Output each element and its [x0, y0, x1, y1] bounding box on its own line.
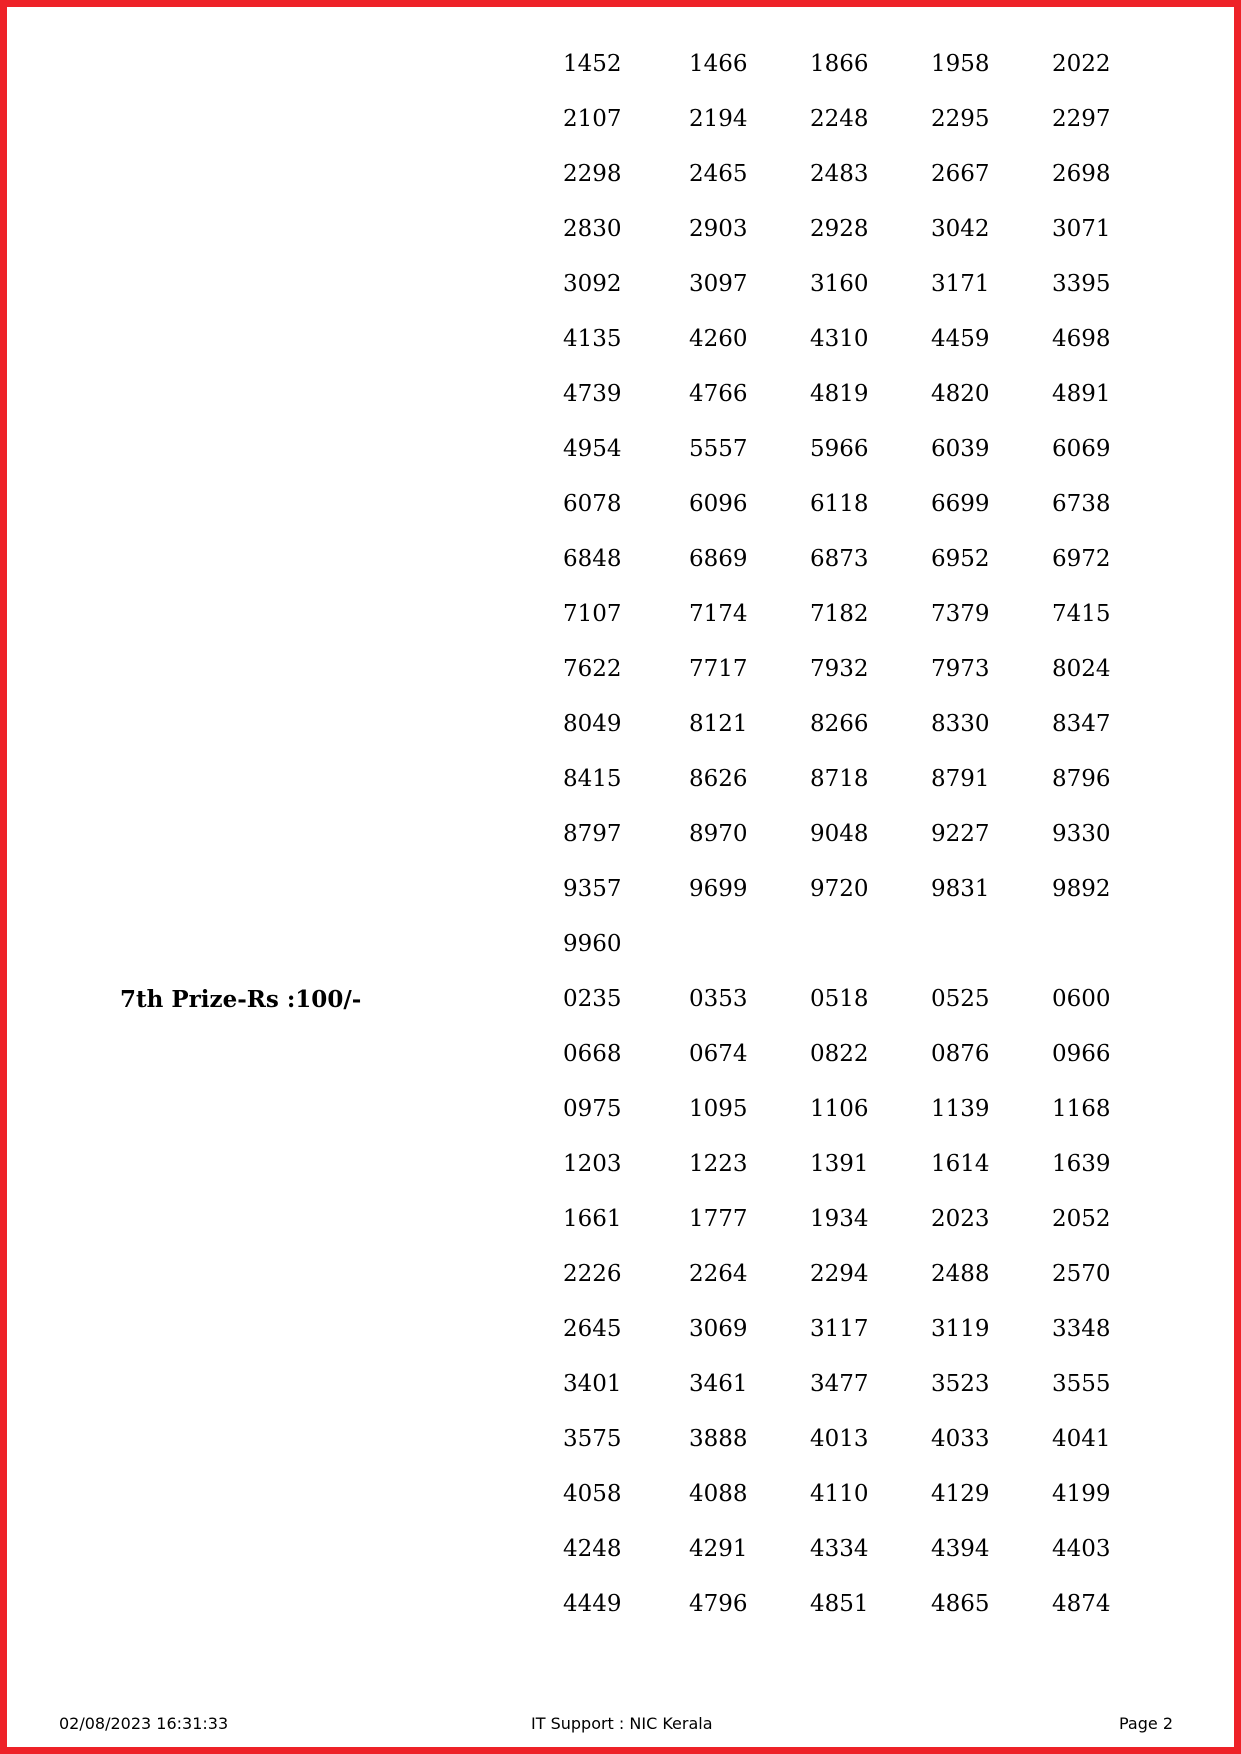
- ticket-number: 6869: [689, 546, 748, 572]
- ticket-number: 3461: [689, 1371, 748, 1397]
- ticket-number: 6699: [931, 491, 990, 517]
- ticket-number: 1223: [689, 1151, 748, 1177]
- ticket-number: 2226: [563, 1261, 622, 1287]
- ticket-number: 4796: [689, 1591, 748, 1617]
- ticket-number: 2298: [563, 161, 622, 187]
- ticket-number: 8797: [563, 821, 622, 847]
- table-row: [0, 1365, 1241, 1405]
- ticket-number: 1095: [689, 1096, 748, 1122]
- ticket-number: 2488: [931, 1261, 990, 1287]
- ticket-number: 2667: [931, 161, 990, 187]
- ticket-number: 3477: [810, 1371, 869, 1397]
- ticket-number: 7717: [689, 656, 748, 682]
- ticket-number: 5557: [689, 436, 748, 462]
- ticket-number: 6118: [810, 491, 869, 517]
- ticket-number: 3523: [931, 1371, 990, 1397]
- ticket-number: 2248: [810, 106, 869, 132]
- ticket-number: 9699: [689, 876, 748, 902]
- ticket-number: 2928: [810, 216, 869, 242]
- ticket-number: 6873: [810, 546, 869, 572]
- ticket-number: 6069: [1052, 436, 1111, 462]
- ticket-number: 4865: [931, 1591, 990, 1617]
- ticket-number: 4129: [931, 1481, 990, 1507]
- table-row: [0, 1035, 1241, 1075]
- ticket-number: 2830: [563, 216, 622, 242]
- ticket-number: 3575: [563, 1426, 622, 1452]
- ticket-number: 8024: [1052, 656, 1111, 682]
- table-row: [0, 1530, 1241, 1570]
- ticket-number: 0668: [563, 1041, 622, 1067]
- ticket-number: 0975: [563, 1096, 622, 1122]
- ticket-number: 1106: [810, 1096, 869, 1122]
- ticket-number: 7379: [931, 601, 990, 627]
- ticket-number: 2294: [810, 1261, 869, 1287]
- ticket-number: 4449: [563, 1591, 622, 1617]
- ticket-number: 8347: [1052, 711, 1111, 737]
- ticket-number: 3348: [1052, 1316, 1111, 1342]
- ticket-number: 2645: [563, 1316, 622, 1342]
- table-row: [0, 265, 1241, 305]
- ticket-number: 4199: [1052, 1481, 1111, 1507]
- ticket-number: 2698: [1052, 161, 1111, 187]
- ticket-number: 8415: [563, 766, 622, 792]
- ticket-number: 1866: [810, 51, 869, 77]
- ticket-number: 4874: [1052, 1591, 1111, 1617]
- table-row: [0, 705, 1241, 745]
- ticket-number: 2295: [931, 106, 990, 132]
- ticket-number: 8970: [689, 821, 748, 847]
- ticket-number: 4248: [563, 1536, 622, 1562]
- ticket-number: 1452: [563, 51, 622, 77]
- ticket-number: 4135: [563, 326, 622, 352]
- ticket-number: 1777: [689, 1206, 748, 1232]
- ticket-number: 9720: [810, 876, 869, 902]
- table-row: [0, 1475, 1241, 1515]
- ticket-number: 1391: [810, 1151, 869, 1177]
- table-row: [0, 1585, 1241, 1625]
- table-row: [0, 980, 1241, 1020]
- ticket-number: 1614: [931, 1151, 990, 1177]
- ticket-number: 4110: [810, 1481, 869, 1507]
- ticket-number: 6848: [563, 546, 622, 572]
- ticket-number: 1139: [931, 1096, 990, 1122]
- ticket-number: 4291: [689, 1536, 748, 1562]
- table-row: [0, 1200, 1241, 1240]
- ticket-number: 2483: [810, 161, 869, 187]
- table-row: [0, 815, 1241, 855]
- ticket-number: 4851: [810, 1591, 869, 1617]
- footer-page-number: Page 2: [1119, 1714, 1173, 1733]
- ticket-number: 0600: [1052, 986, 1111, 1012]
- ticket-number: 3171: [931, 271, 990, 297]
- ticket-number: 2264: [689, 1261, 748, 1287]
- ticket-number: 3097: [689, 271, 748, 297]
- ticket-number: 4819: [810, 381, 869, 407]
- ticket-number: 4033: [931, 1426, 990, 1452]
- table-row: [0, 320, 1241, 360]
- ticket-number: 9960: [563, 931, 622, 957]
- table-row: [0, 1255, 1241, 1295]
- ticket-number: 9227: [931, 821, 990, 847]
- ticket-number: 0674: [689, 1041, 748, 1067]
- ticket-number: 4088: [689, 1481, 748, 1507]
- ticket-number: 7932: [810, 656, 869, 682]
- ticket-number: 0525: [931, 986, 990, 1012]
- ticket-number: 1958: [931, 51, 990, 77]
- ticket-number: 6078: [563, 491, 622, 517]
- table-row: [0, 485, 1241, 525]
- ticket-number: 6972: [1052, 546, 1111, 572]
- ticket-number: 4739: [563, 381, 622, 407]
- table-row: [0, 210, 1241, 250]
- ticket-number: 1168: [1052, 1096, 1111, 1122]
- ticket-number: 3071: [1052, 216, 1111, 242]
- table-row: [0, 925, 1241, 965]
- ticket-number: 4310: [810, 326, 869, 352]
- ticket-number: 8626: [689, 766, 748, 792]
- ticket-number: 1661: [563, 1206, 622, 1232]
- table-row: [0, 430, 1241, 470]
- ticket-number: 4403: [1052, 1536, 1111, 1562]
- footer-support: IT Support : NIC Kerala: [531, 1714, 713, 1733]
- ticket-number: 6952: [931, 546, 990, 572]
- ticket-number: 2465: [689, 161, 748, 187]
- ticket-number: 2023: [931, 1206, 990, 1232]
- ticket-number: 4954: [563, 436, 622, 462]
- table-row: [0, 1090, 1241, 1130]
- ticket-number: 9892: [1052, 876, 1111, 902]
- ticket-number: 2022: [1052, 51, 1111, 77]
- ticket-number: 2107: [563, 106, 622, 132]
- ticket-number: 3119: [931, 1316, 990, 1342]
- ticket-number: 0353: [689, 986, 748, 1012]
- ticket-number: 7182: [810, 601, 869, 627]
- ticket-number: 4394: [931, 1536, 990, 1562]
- table-row: [0, 100, 1241, 140]
- ticket-number: 6039: [931, 436, 990, 462]
- ticket-number: 1639: [1052, 1151, 1111, 1177]
- ticket-number: 4891: [1052, 381, 1111, 407]
- ticket-number: 2903: [689, 216, 748, 242]
- table-row: [0, 870, 1241, 910]
- ticket-number: 0876: [931, 1041, 990, 1067]
- ticket-number: 8049: [563, 711, 622, 737]
- ticket-number: 3555: [1052, 1371, 1111, 1397]
- table-row: [0, 650, 1241, 690]
- ticket-number: 2194: [689, 106, 748, 132]
- ticket-number: 3401: [563, 1371, 622, 1397]
- ticket-number: 3092: [563, 271, 622, 297]
- ticket-number: 8266: [810, 711, 869, 737]
- ticket-number: 4041: [1052, 1426, 1111, 1452]
- ticket-number: 4013: [810, 1426, 869, 1452]
- ticket-number: 4260: [689, 326, 748, 352]
- ticket-number: 9330: [1052, 821, 1111, 847]
- ticket-number: 4459: [931, 326, 990, 352]
- ticket-number: 6738: [1052, 491, 1111, 517]
- table-row: [0, 1145, 1241, 1185]
- ticket-number: 5966: [810, 436, 869, 462]
- ticket-number: 9831: [931, 876, 990, 902]
- ticket-number: 8121: [689, 711, 748, 737]
- ticket-number: 7622: [563, 656, 622, 682]
- prize-label: 7th Prize-Rs :100/-: [120, 986, 362, 1013]
- ticket-number: 3042: [931, 216, 990, 242]
- ticket-number: 8718: [810, 766, 869, 792]
- table-row: [0, 540, 1241, 580]
- ticket-number: 3069: [689, 1316, 748, 1342]
- ticket-number: 7174: [689, 601, 748, 627]
- table-row: [0, 155, 1241, 195]
- ticket-number: 3160: [810, 271, 869, 297]
- ticket-number: 0966: [1052, 1041, 1111, 1067]
- ticket-number: 3395: [1052, 271, 1111, 297]
- ticket-number: 0235: [563, 986, 622, 1012]
- ticket-number: 8330: [931, 711, 990, 737]
- ticket-number: 7107: [563, 601, 622, 627]
- table-row: [0, 375, 1241, 415]
- ticket-number: 9048: [810, 821, 869, 847]
- ticket-number: 4058: [563, 1481, 622, 1507]
- ticket-number: 1466: [689, 51, 748, 77]
- ticket-number: 0518: [810, 986, 869, 1012]
- ticket-number: 3888: [689, 1426, 748, 1452]
- ticket-number: 4334: [810, 1536, 869, 1562]
- page-footer: [0, 1714, 1241, 1738]
- table-row: [0, 760, 1241, 800]
- ticket-number: 8796: [1052, 766, 1111, 792]
- footer-datetime: 02/08/2023 16:31:33: [59, 1714, 229, 1733]
- ticket-number: 1203: [563, 1151, 622, 1177]
- ticket-number: 2052: [1052, 1206, 1111, 1232]
- ticket-number: 4820: [931, 381, 990, 407]
- ticket-number: 7415: [1052, 601, 1111, 627]
- ticket-number: 9357: [563, 876, 622, 902]
- ticket-number: 7973: [931, 656, 990, 682]
- ticket-number: 8791: [931, 766, 990, 792]
- ticket-number: 4766: [689, 381, 748, 407]
- ticket-number: 1934: [810, 1206, 869, 1232]
- ticket-number: 6096: [689, 491, 748, 517]
- ticket-number: 3117: [810, 1316, 869, 1342]
- table-row: [0, 595, 1241, 635]
- table-row: [0, 1310, 1241, 1350]
- table-row: [0, 1420, 1241, 1460]
- ticket-number: 0822: [810, 1041, 869, 1067]
- ticket-number: 4698: [1052, 326, 1111, 352]
- ticket-number: 2297: [1052, 106, 1111, 132]
- ticket-number: 2570: [1052, 1261, 1111, 1287]
- table-row: [0, 45, 1241, 85]
